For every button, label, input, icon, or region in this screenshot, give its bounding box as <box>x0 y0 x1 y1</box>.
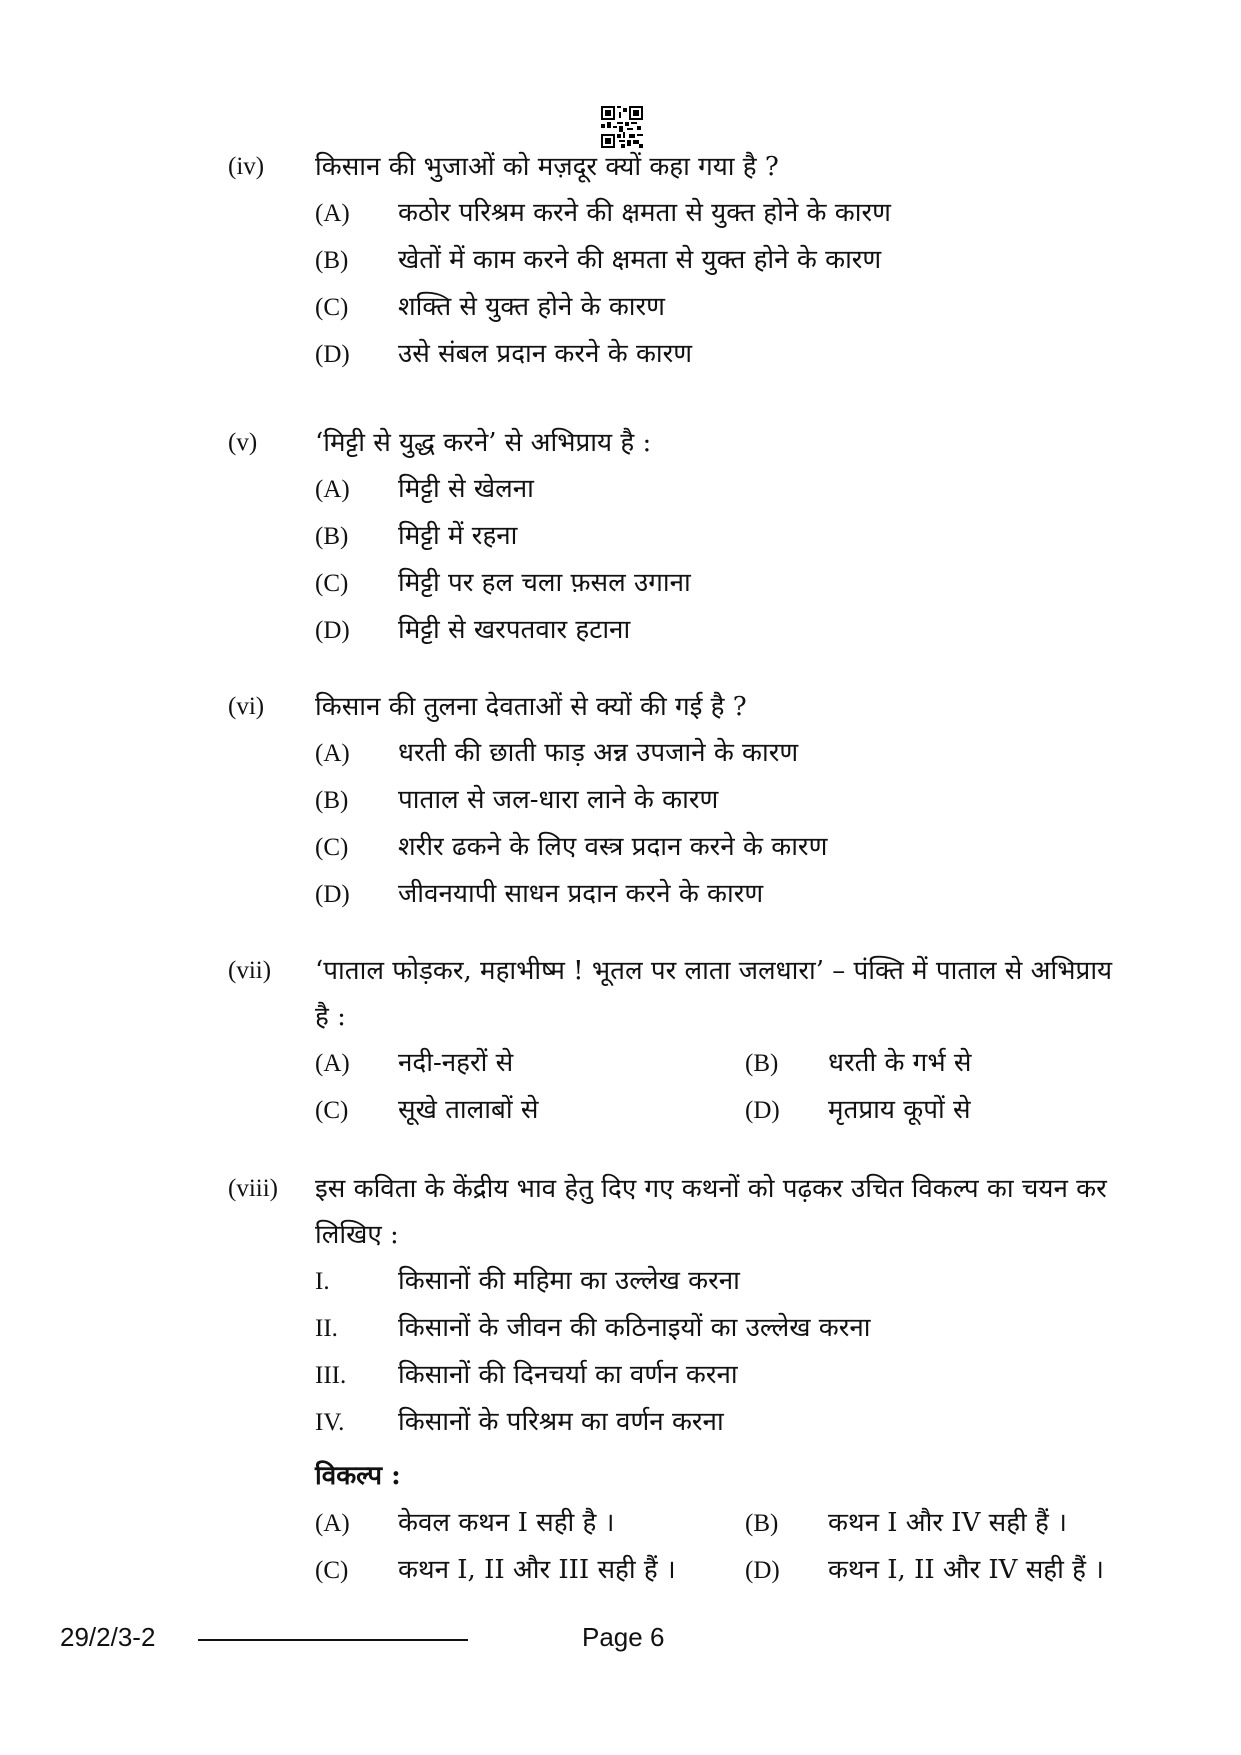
question-vii <box>228 948 1128 1134</box>
option-label: (D) <box>315 617 350 644</box>
question-vi <box>228 684 1128 918</box>
option-b <box>315 513 1128 560</box>
question-text: ‘मिट्टी से युद्ध करने’ से अभिप्राय है : <box>315 428 652 458</box>
option-text: कथन I, II और IV सही हैं । <box>828 1555 1104 1585</box>
option-b <box>745 1040 1165 1087</box>
option-label: (A) <box>315 1510 350 1537</box>
footer-rule <box>198 1639 468 1641</box>
option-list <box>315 730 1128 918</box>
option-text: कथन I और IV सही हैं । <box>828 1508 1067 1538</box>
option-b <box>315 237 1128 284</box>
option-list <box>315 466 1128 654</box>
option-b <box>745 1500 1165 1547</box>
option-c <box>315 1547 745 1594</box>
question-number: (iv) <box>228 153 265 180</box>
statement-text: किसानों की महिमा का उल्लेख करना <box>398 1266 740 1296</box>
option-text: मिट्टी पर हल चला फ़सल उगाना <box>398 568 691 598</box>
option-text: जीवनयापी साधन प्रदान करने के कारण <box>398 879 764 909</box>
option-label: (A) <box>315 200 350 227</box>
option-label: (D) <box>745 1097 780 1124</box>
option-d <box>745 1087 1165 1134</box>
option-b <box>315 777 1128 824</box>
paper-code: 29/2/3-2 <box>60 1622 156 1652</box>
option-label: (B) <box>745 1510 779 1537</box>
option-text: मिट्टी में रहना <box>398 521 518 551</box>
option-text: पाताल से जल-धारा लाने के कारण <box>398 785 719 815</box>
option-list <box>315 1040 1128 1134</box>
question-text: किसान की तुलना देवताओं से क्यों की गई है ? <box>315 692 747 722</box>
question-number: (vii) <box>228 957 272 984</box>
option-text: उसे संबल प्रदान करने के कारण <box>398 339 693 369</box>
option-label: (A) <box>315 1050 350 1077</box>
statement-label: III. <box>315 1362 347 1389</box>
option-text: नदी-नहरों से <box>398 1048 514 1078</box>
option-a <box>315 1040 745 1087</box>
option-c <box>315 284 1128 331</box>
option-text: कठोर परिश्रम करने की क्षमता से युक्त होने के कारण <box>398 198 891 228</box>
option-label: (C) <box>315 1557 349 1584</box>
statement-list <box>315 1258 1128 1446</box>
option-a <box>315 730 1128 777</box>
option-c <box>315 824 1128 871</box>
option-text: मिट्टी से खेलना <box>398 474 534 504</box>
option-label: (D) <box>315 881 350 908</box>
statement-iv <box>315 1399 1128 1446</box>
option-label: (C) <box>315 834 349 861</box>
option-text: केवल कथन I सही है । <box>398 1508 615 1538</box>
option-a <box>315 1500 745 1547</box>
vikalp-heading: विकल्प : <box>315 1461 401 1491</box>
page-footer <box>0 1622 1241 1662</box>
statement-label: IV. <box>315 1409 345 1436</box>
question-v <box>228 420 1128 654</box>
option-text: शक्ति से युक्त होने के कारण <box>398 292 665 322</box>
page-number: Page 6 <box>582 1622 665 1652</box>
statement-iii <box>315 1352 1128 1399</box>
option-label: (B) <box>315 247 349 274</box>
question-number: (viii) <box>228 1175 278 1202</box>
question-number: (vi) <box>228 693 265 720</box>
option-text: खेतों में काम करने की क्षमता से युक्त होने के कारण <box>398 245 882 275</box>
option-a <box>315 190 1128 237</box>
question-iv <box>228 144 1128 378</box>
option-label: (B) <box>315 787 349 814</box>
option-d <box>315 331 1128 378</box>
option-label: (A) <box>315 740 350 767</box>
option-c <box>315 1087 745 1134</box>
option-label: (B) <box>745 1050 779 1077</box>
option-c <box>315 560 1128 607</box>
option-label: (C) <box>315 1097 349 1124</box>
option-a <box>315 466 1128 513</box>
statement-text: किसानों की दिनचर्या का वर्णन करना <box>398 1360 738 1390</box>
option-text: कथन I, II और III सही हैं । <box>398 1555 676 1585</box>
option-list <box>315 190 1128 378</box>
option-d <box>315 607 1128 654</box>
option-list <box>315 1500 1128 1594</box>
option-text: शरीर ढकने के लिए वस्त्र प्रदान करने के कारण <box>398 832 828 862</box>
question-number: (v) <box>228 429 258 456</box>
statement-label: I. <box>315 1268 330 1295</box>
option-d <box>315 871 1128 918</box>
statement-i <box>315 1258 1128 1305</box>
option-text: सूखे तालाबों से <box>398 1095 539 1125</box>
question-text: किसान की भुजाओं को मज़दूर क्यों कहा गया है ? <box>315 152 779 182</box>
option-label: (A) <box>315 476 350 503</box>
option-text: मृतप्राय कूपों से <box>828 1095 971 1125</box>
option-d <box>745 1547 1165 1594</box>
question-viii <box>228 1166 1128 1594</box>
option-text: धरती के गर्भ से <box>828 1048 972 1078</box>
option-label: (D) <box>315 341 350 368</box>
qr-code-icon <box>601 106 643 148</box>
option-label: (C) <box>315 570 349 597</box>
option-label: (B) <box>315 523 349 550</box>
option-text: धरती की छाती फाड़ अन्न उपजाने के कारण <box>398 738 799 768</box>
statement-label: II. <box>315 1315 338 1342</box>
option-label: (C) <box>315 294 349 321</box>
statement-text: किसानों के जीवन की कठिनाइयों का उल्लेख करना <box>398 1313 871 1343</box>
option-text: मिट्टी से खरपतवार हटाना <box>398 615 631 645</box>
statement-ii <box>315 1305 1128 1352</box>
question-text: ‘पाताल फोड़कर, महाभीष्म ! भूतल पर लाता जलधारा’ – पंक्ति में पाताल से अभिप्राय है : <box>315 956 1113 1032</box>
statement-text: किसानों के परिश्रम का वर्णन करना <box>398 1407 724 1437</box>
question-text: इस कविता के केंद्रीय भाव हेतु दिए गए कथनों को पढ़कर उचित विकल्प का चयन कर लिखिए : <box>315 1174 1107 1250</box>
option-label: (D) <box>745 1557 780 1584</box>
